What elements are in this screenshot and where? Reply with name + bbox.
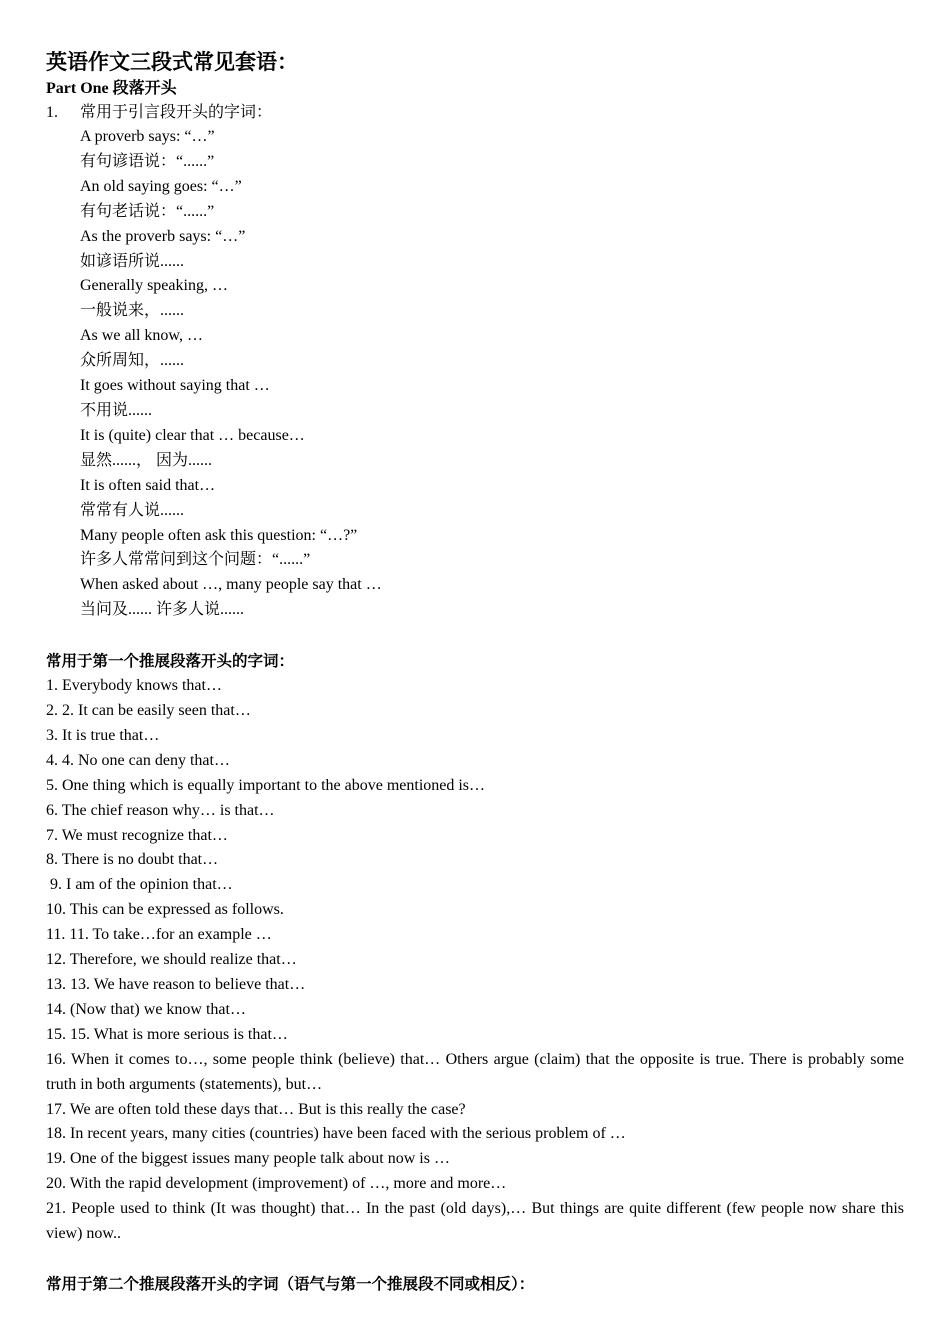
list-item: 14. (Now that) we know that… — [46, 1000, 246, 1018]
intro-phrase-zh: 有句老话说：“......” — [80, 202, 215, 220]
intro-item-label: 常用于引言段开头的字词： — [80, 104, 273, 121]
intro-phrase-zh: 不用说...... — [80, 401, 153, 419]
list-item: 16. When it comes to…, some people think (believe) that… Others argue (claim) that the opposite is true. There is probably some truth in both arguments (statements), but… — [46, 1050, 904, 1093]
intro-phrase-zh: 如谚语所说...... — [80, 252, 185, 270]
list-item: 7. We must recognize that… — [46, 826, 228, 844]
first-extension-heading: 常用于第一个推展段落开头的字词： — [46, 653, 295, 671]
list-item: 6. The chief reason why… is that… — [46, 801, 275, 819]
intro-phrase-en: It is (quite) clear that … because… — [80, 426, 305, 444]
intro-phrase-en: It goes without saying that … — [80, 377, 270, 395]
intro-phrase-en: As we all know, … — [80, 327, 203, 345]
intro-phrase-zh: 有句谚语说：“......” — [80, 152, 215, 170]
list-item: 19. One of the biggest issues many people talk about now is … — [46, 1150, 450, 1168]
intro-phrase-zh: 当问及...... 许多人说...... — [80, 601, 245, 619]
list-item: 21. People used to think (It was thought) that… In the past (old days),… But things are quite different (few people now share this view) now.. — [46, 1200, 904, 1243]
intro-phrase-zh: 众所周知，...... — [80, 352, 185, 370]
document-title: 英语作文三段式常见套语： — [46, 50, 298, 74]
second-extension-heading: 常用于第二个推展段落开头的字词（语气与第一个推展段不同或相反）： — [46, 1275, 535, 1293]
intro-phrase-zh: 许多人常常问到这个问题：“......” — [80, 551, 311, 569]
list-item: 11. 11. To take…for an example … — [46, 926, 272, 944]
list-item: 5. One thing which is equally important to the above mentioned is… — [46, 776, 486, 794]
first-extension-list — [46, 674, 904, 1247]
part-one-heading: Part One 段落开头 — [46, 80, 177, 97]
intro-phrase-en: A proverb says: “…” — [80, 128, 215, 145]
intro-phrase-zh: 一般说来，...... — [80, 302, 185, 320]
list-item: 13. 13. We have reason to believe that… — [46, 976, 306, 993]
list-item: 15. 15. What is more serious is that… — [46, 1025, 288, 1043]
list-item: 9. I am of the opinion that… — [46, 876, 233, 894]
intro-item-number: 1. — [46, 104, 58, 121]
list-item: 18. In recent years, many cities (countries) have been faced with the serious problem of … — [46, 1125, 626, 1143]
intro-phrase-en: Generally speaking, … — [80, 277, 228, 295]
intro-phrase-zh: 常常有人说...... — [80, 501, 185, 519]
intro-phrase-zh: 显然......， 因为...... — [80, 451, 213, 469]
intro-phrase-en: An old saying goes: “…” — [80, 177, 242, 195]
list-item: 12. Therefore, we should realize that… — [46, 951, 297, 969]
list-item: 3. It is true that… — [46, 726, 160, 744]
list-item: 20. With the rapid development (improvement) of …, more and more… — [46, 1175, 507, 1193]
list-item: 8. There is no doubt that… — [46, 851, 219, 869]
intro-phrase-en: Many people often ask this question: “…?” — [80, 526, 358, 544]
list-item: 4. 4. No one can deny that… — [46, 751, 230, 769]
intro-phrase-en: As the proverb says: “…” — [80, 227, 246, 245]
list-item: 1. Everybody knows that… — [46, 677, 222, 695]
list-item: 2. 2. It can be easily seen that… — [46, 702, 251, 720]
intro-item-header — [46, 101, 904, 125]
intro-phrase-en: It is often said that… — [80, 476, 216, 494]
list-item: 10. This can be expressed as follows. — [46, 901, 284, 919]
document-page — [46, 46, 904, 1297]
list-item: 17. We are often told these days that… But is this really the case? — [46, 1100, 466, 1118]
intro-phrase-en: When asked about …, many people say that … — [80, 576, 382, 594]
intro-phrase-list — [46, 125, 904, 623]
